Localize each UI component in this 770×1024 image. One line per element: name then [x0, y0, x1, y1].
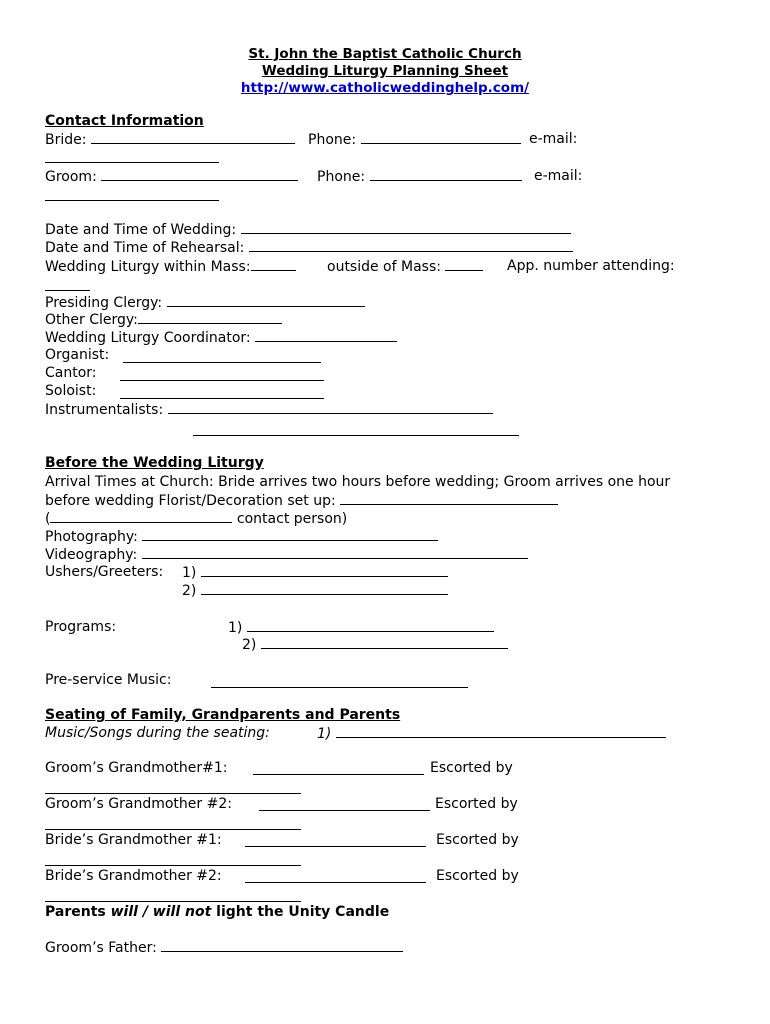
outside-mass-row	[327, 257, 483, 276]
church-name: St. John the Baptist Catholic Church	[248, 46, 522, 62]
open-paren: (	[45, 511, 51, 527]
bride-gm2-escorted: Escorted by	[436, 868, 519, 884]
photography-row	[45, 527, 438, 546]
groom-phone-row	[317, 167, 522, 186]
groom-father-row	[45, 938, 403, 957]
groom-email-field[interactable]	[45, 200, 219, 201]
preservice-field[interactable]	[211, 687, 468, 688]
arrival-times-text: Arrival Times at Church: Bride arrives two hours before wedding; Groom arrives one hour	[45, 474, 671, 490]
document-header	[0, 46, 770, 97]
organist-field[interactable]	[123, 362, 321, 363]
coordinator-row	[45, 328, 397, 347]
groom-email-label: e-mail:	[534, 168, 583, 184]
bride-gm2-label: Bride’s Grandmother #2:	[45, 868, 222, 884]
wedding-date-field[interactable]	[241, 220, 571, 234]
unity-light: light the Unity Candle	[216, 904, 390, 920]
instrumentalists-label: Instrumentalists:	[45, 402, 164, 418]
programs-2-row	[242, 635, 508, 654]
within-mass-field[interactable]	[251, 257, 296, 271]
wedding-date-row	[45, 220, 571, 239]
website-link[interactable]: http://www.catholicweddinghelp.com/	[240, 80, 530, 96]
unity-candle-text	[45, 903, 389, 921]
florist-label: before wedding Florist/Decoration set up:	[45, 493, 336, 509]
wedding-date-label: Date and Time of Wedding:	[45, 222, 237, 238]
coordinator-field[interactable]	[255, 328, 397, 342]
groom-phone-field[interactable]	[370, 167, 522, 181]
presiding-field[interactable]	[167, 293, 365, 307]
bride-phone-row	[308, 130, 521, 149]
florist-field[interactable]	[340, 491, 558, 505]
outside-mass-field[interactable]	[445, 257, 483, 271]
programs-1-number: 1)	[228, 620, 243, 636]
seating-heading: Seating of Family, Grandparents and Parents	[45, 707, 401, 723]
document-title: Wedding Liturgy Planning Sheet	[261, 63, 509, 79]
bride-gm2-row	[45, 867, 222, 885]
seating-music-row	[317, 724, 666, 743]
videography-label: Videography:	[45, 547, 138, 563]
bride-gm1-label: Bride’s Grandmother #1:	[45, 832, 222, 848]
usher-1-row	[182, 563, 448, 582]
contact-person-field[interactable]	[50, 509, 232, 523]
groom-label: Groom:	[45, 169, 97, 185]
bride-email-field[interactable]	[45, 162, 219, 163]
attending-field[interactable]	[45, 290, 90, 291]
bride-name-field[interactable]	[91, 130, 295, 144]
bride-gm1-escort-field[interactable]	[45, 865, 301, 866]
rehearsal-date-field[interactable]	[249, 238, 573, 252]
groom-name-field[interactable]	[101, 167, 298, 181]
organist-row	[45, 346, 109, 364]
coordinator-label: Wedding Liturgy Coordinator:	[45, 330, 251, 346]
usher-2-number: 2)	[182, 583, 197, 599]
programs-label: Programs:	[45, 619, 117, 635]
soloist-field[interactable]	[120, 398, 324, 399]
soloist-label: Soloist:	[45, 383, 97, 399]
cantor-label: Cantor:	[45, 365, 97, 381]
soloist-row	[45, 382, 96, 400]
groom-gm2-label: Groom’s Grandmother #2:	[45, 796, 232, 812]
photography-field[interactable]	[142, 527, 438, 541]
cantor-field[interactable]	[120, 380, 324, 381]
outside-mass-label: outside of Mass:	[327, 259, 441, 275]
bride-gm1-row	[45, 831, 222, 849]
instrumentalists-field-2[interactable]	[193, 435, 519, 436]
within-mass-row	[45, 257, 296, 276]
contact-heading: Contact Information	[45, 113, 204, 129]
groom-gm1-row	[45, 759, 228, 777]
groom-row	[45, 167, 298, 186]
bride-row	[45, 130, 295, 149]
bride-gm1-field[interactable]	[245, 846, 426, 847]
groom-father-label: Groom’s Father:	[45, 940, 157, 956]
groom-gm2-escort-field[interactable]	[45, 829, 301, 830]
programs-1-field[interactable]	[247, 618, 494, 632]
usher-2-field[interactable]	[201, 581, 448, 595]
groom-gm1-escort-field[interactable]	[45, 793, 301, 794]
groom-father-field[interactable]	[161, 938, 403, 952]
programs-2-field[interactable]	[261, 635, 508, 649]
bride-phone-label: Phone:	[308, 132, 357, 148]
bride-phone-field[interactable]	[361, 130, 521, 144]
presiding-label: Presiding Clergy:	[45, 295, 163, 311]
other-clergy-label: Other Clergy:	[45, 312, 138, 328]
photography-label: Photography:	[45, 529, 138, 545]
ushers-label: Ushers/Greeters:	[45, 564, 164, 580]
contact-person-label: contact person)	[236, 511, 348, 527]
groom-phone-label: Phone:	[317, 169, 366, 185]
groom-gm1-label: Groom’s Grandmother#1:	[45, 760, 228, 776]
rehearsal-date-label: Date and Time of Rehearsal:	[45, 240, 245, 256]
organist-label: Organist:	[45, 347, 110, 363]
rehearsal-date-row	[45, 238, 573, 257]
preservice-label: Pre-service Music:	[45, 672, 172, 688]
unity-will-choice[interactable]: will / will not	[110, 904, 212, 920]
other-clergy-row	[45, 310, 282, 329]
instrumentalists-row	[45, 400, 493, 419]
bride-gm2-escort-field[interactable]	[45, 901, 301, 902]
programs-2-number: 2)	[242, 637, 257, 653]
contact-person-row	[45, 509, 347, 528]
groom-gm1-field[interactable]	[253, 774, 424, 775]
cantor-row	[45, 364, 97, 382]
seating-music-label: Music/Songs during the seating:	[45, 725, 270, 741]
attending-label: App. number attending:	[507, 258, 675, 274]
videography-row	[45, 545, 528, 564]
seating-music-field[interactable]	[336, 724, 666, 738]
unity-parents: Parents	[45, 904, 106, 920]
usher-1-number: 1)	[182, 565, 197, 581]
groom-gm2-row	[45, 795, 232, 813]
other-clergy-field[interactable]	[138, 310, 282, 324]
bride-gm1-escorted: Escorted by	[436, 832, 519, 848]
before-heading: Before the Wedding Liturgy	[45, 455, 264, 471]
bride-gm2-field[interactable]	[245, 882, 426, 883]
bride-email-label: e-mail:	[529, 131, 578, 147]
groom-gm2-escorted: Escorted by	[435, 796, 518, 812]
groom-gm1-escorted: Escorted by	[430, 760, 513, 776]
within-mass-label: Wedding Liturgy within Mass:	[45, 259, 251, 275]
florist-row	[45, 491, 558, 510]
videography-field[interactable]	[142, 545, 528, 559]
usher-1-field[interactable]	[201, 563, 448, 577]
bride-label: Bride:	[45, 132, 87, 148]
instrumentalists-field-1[interactable]	[168, 400, 493, 414]
seating-music-number: 1)	[317, 726, 332, 742]
groom-gm2-field[interactable]	[259, 810, 430, 811]
usher-2-row	[182, 581, 448, 600]
ushers-row	[45, 563, 163, 581]
